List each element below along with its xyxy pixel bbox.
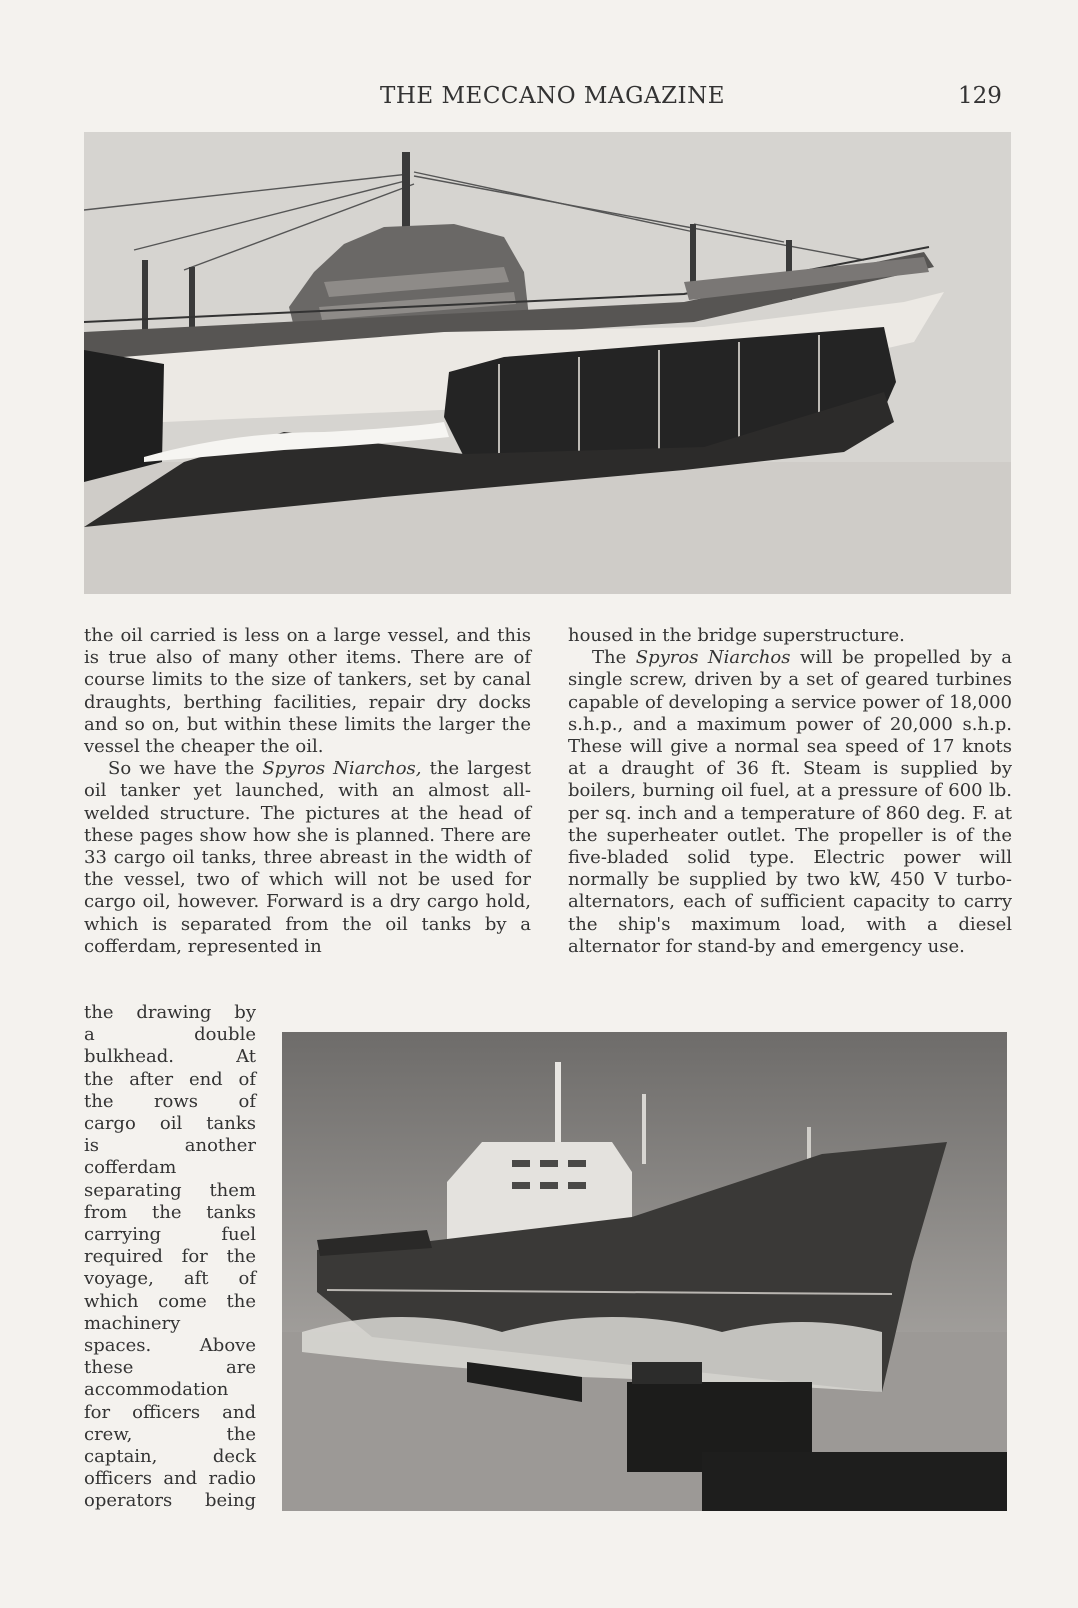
article-right-column bbox=[568, 625, 1012, 958]
page-number: 129 bbox=[958, 83, 1002, 109]
narrow-line: cofferdam bbox=[84, 1157, 177, 1179]
narrow-line: accommodation bbox=[84, 1379, 229, 1401]
narrow-line: voyage, aft of bbox=[84, 1268, 256, 1290]
narrow-line: these are bbox=[84, 1357, 256, 1379]
right-paragraph-2 bbox=[568, 647, 1012, 958]
narrow-line: crew, the bbox=[84, 1423, 256, 1445]
ship-name-italic: Spyros Niarchos, bbox=[262, 758, 422, 780]
magazine-title: THE MECCANO MAGAZINE bbox=[380, 83, 726, 109]
narrow-line: from the tanks bbox=[84, 1201, 256, 1223]
narrow-line: operators being bbox=[84, 1490, 256, 1512]
narrow-line: spaces. Above bbox=[84, 1335, 256, 1357]
left-paragraph-2 bbox=[84, 758, 531, 958]
ship-name-italic: Spyros Niarchos bbox=[635, 647, 791, 669]
article-left-column bbox=[84, 625, 531, 958]
right-p2-after: will be propelled by a single screw, driven by a set of geared turbines capable of developing a service power of 18,000 s.h.p., and a maximum power of 20,000 s.h.p. These will give a normal sea speed of 17 knots at a draught of 36 ft. Steam is supplied by boilers, burning oil fuel, at a pressure of 600 lb. per sq. inch and a temperature of 860 deg. F. at the superheater outlet. The propeller is of the five-bladed solid type. Electric power will normally be supplied by two kW, 450 V turbo-alternators, each of sufficient capacity to carry the ship's maximum load, with a diesel alternator for stand-by and emergency use. bbox=[568, 647, 1012, 957]
narrow-line: for officers and bbox=[84, 1401, 256, 1423]
launch-photograph bbox=[282, 1032, 1007, 1511]
cutaway-illustration bbox=[84, 132, 1011, 594]
narrow-line: a double bbox=[84, 1024, 256, 1046]
left-p2-before: So we have the bbox=[108, 758, 263, 780]
narrow-line: the rows of bbox=[84, 1090, 256, 1112]
narrow-line: separating them bbox=[84, 1179, 256, 1201]
right-paragraph-1: housed in the bridge superstructure. bbox=[568, 625, 905, 646]
narrow-line: carrying fuel bbox=[84, 1224, 256, 1246]
left-paragraph-1: the oil carried is less on a large vessel, and this is true also of many other items. There are of course limits to the size of tankers, set by canal draughts, berthing facilities, repair dry docks and so on, but within these limits the larger the vessel the cheaper the oil. bbox=[84, 625, 531, 758]
narrow-line: which come the bbox=[84, 1290, 256, 1312]
right-p2-before: The bbox=[592, 647, 636, 669]
narrow-line: the drawing by bbox=[84, 1002, 256, 1023]
narrow-line: officers and radio bbox=[84, 1468, 256, 1490]
narrow-line: required for the bbox=[84, 1246, 256, 1268]
narrow-line: captain, deck bbox=[84, 1446, 256, 1468]
narrow-line: bulkhead. At bbox=[84, 1046, 256, 1068]
narrow-line: is another bbox=[84, 1135, 256, 1157]
left-p2-after: the largest oil tanker yet launched, with an almost all-welded structure. The pictures at the head of these pages show how she is planned. There are 33 cargo oil tanks, three abreast in the width of the vessel, two of which will not be used for cargo oil, however. Forward is a dry cargo hold, which is separated from the oil tanks by a cofferdam, represented in bbox=[84, 758, 531, 957]
narrow-line: cargo oil tanks bbox=[84, 1113, 256, 1135]
article-narrow-column bbox=[84, 1002, 256, 1513]
narrow-line: machinery bbox=[84, 1312, 181, 1334]
narrow-line: the after end of bbox=[84, 1068, 256, 1090]
